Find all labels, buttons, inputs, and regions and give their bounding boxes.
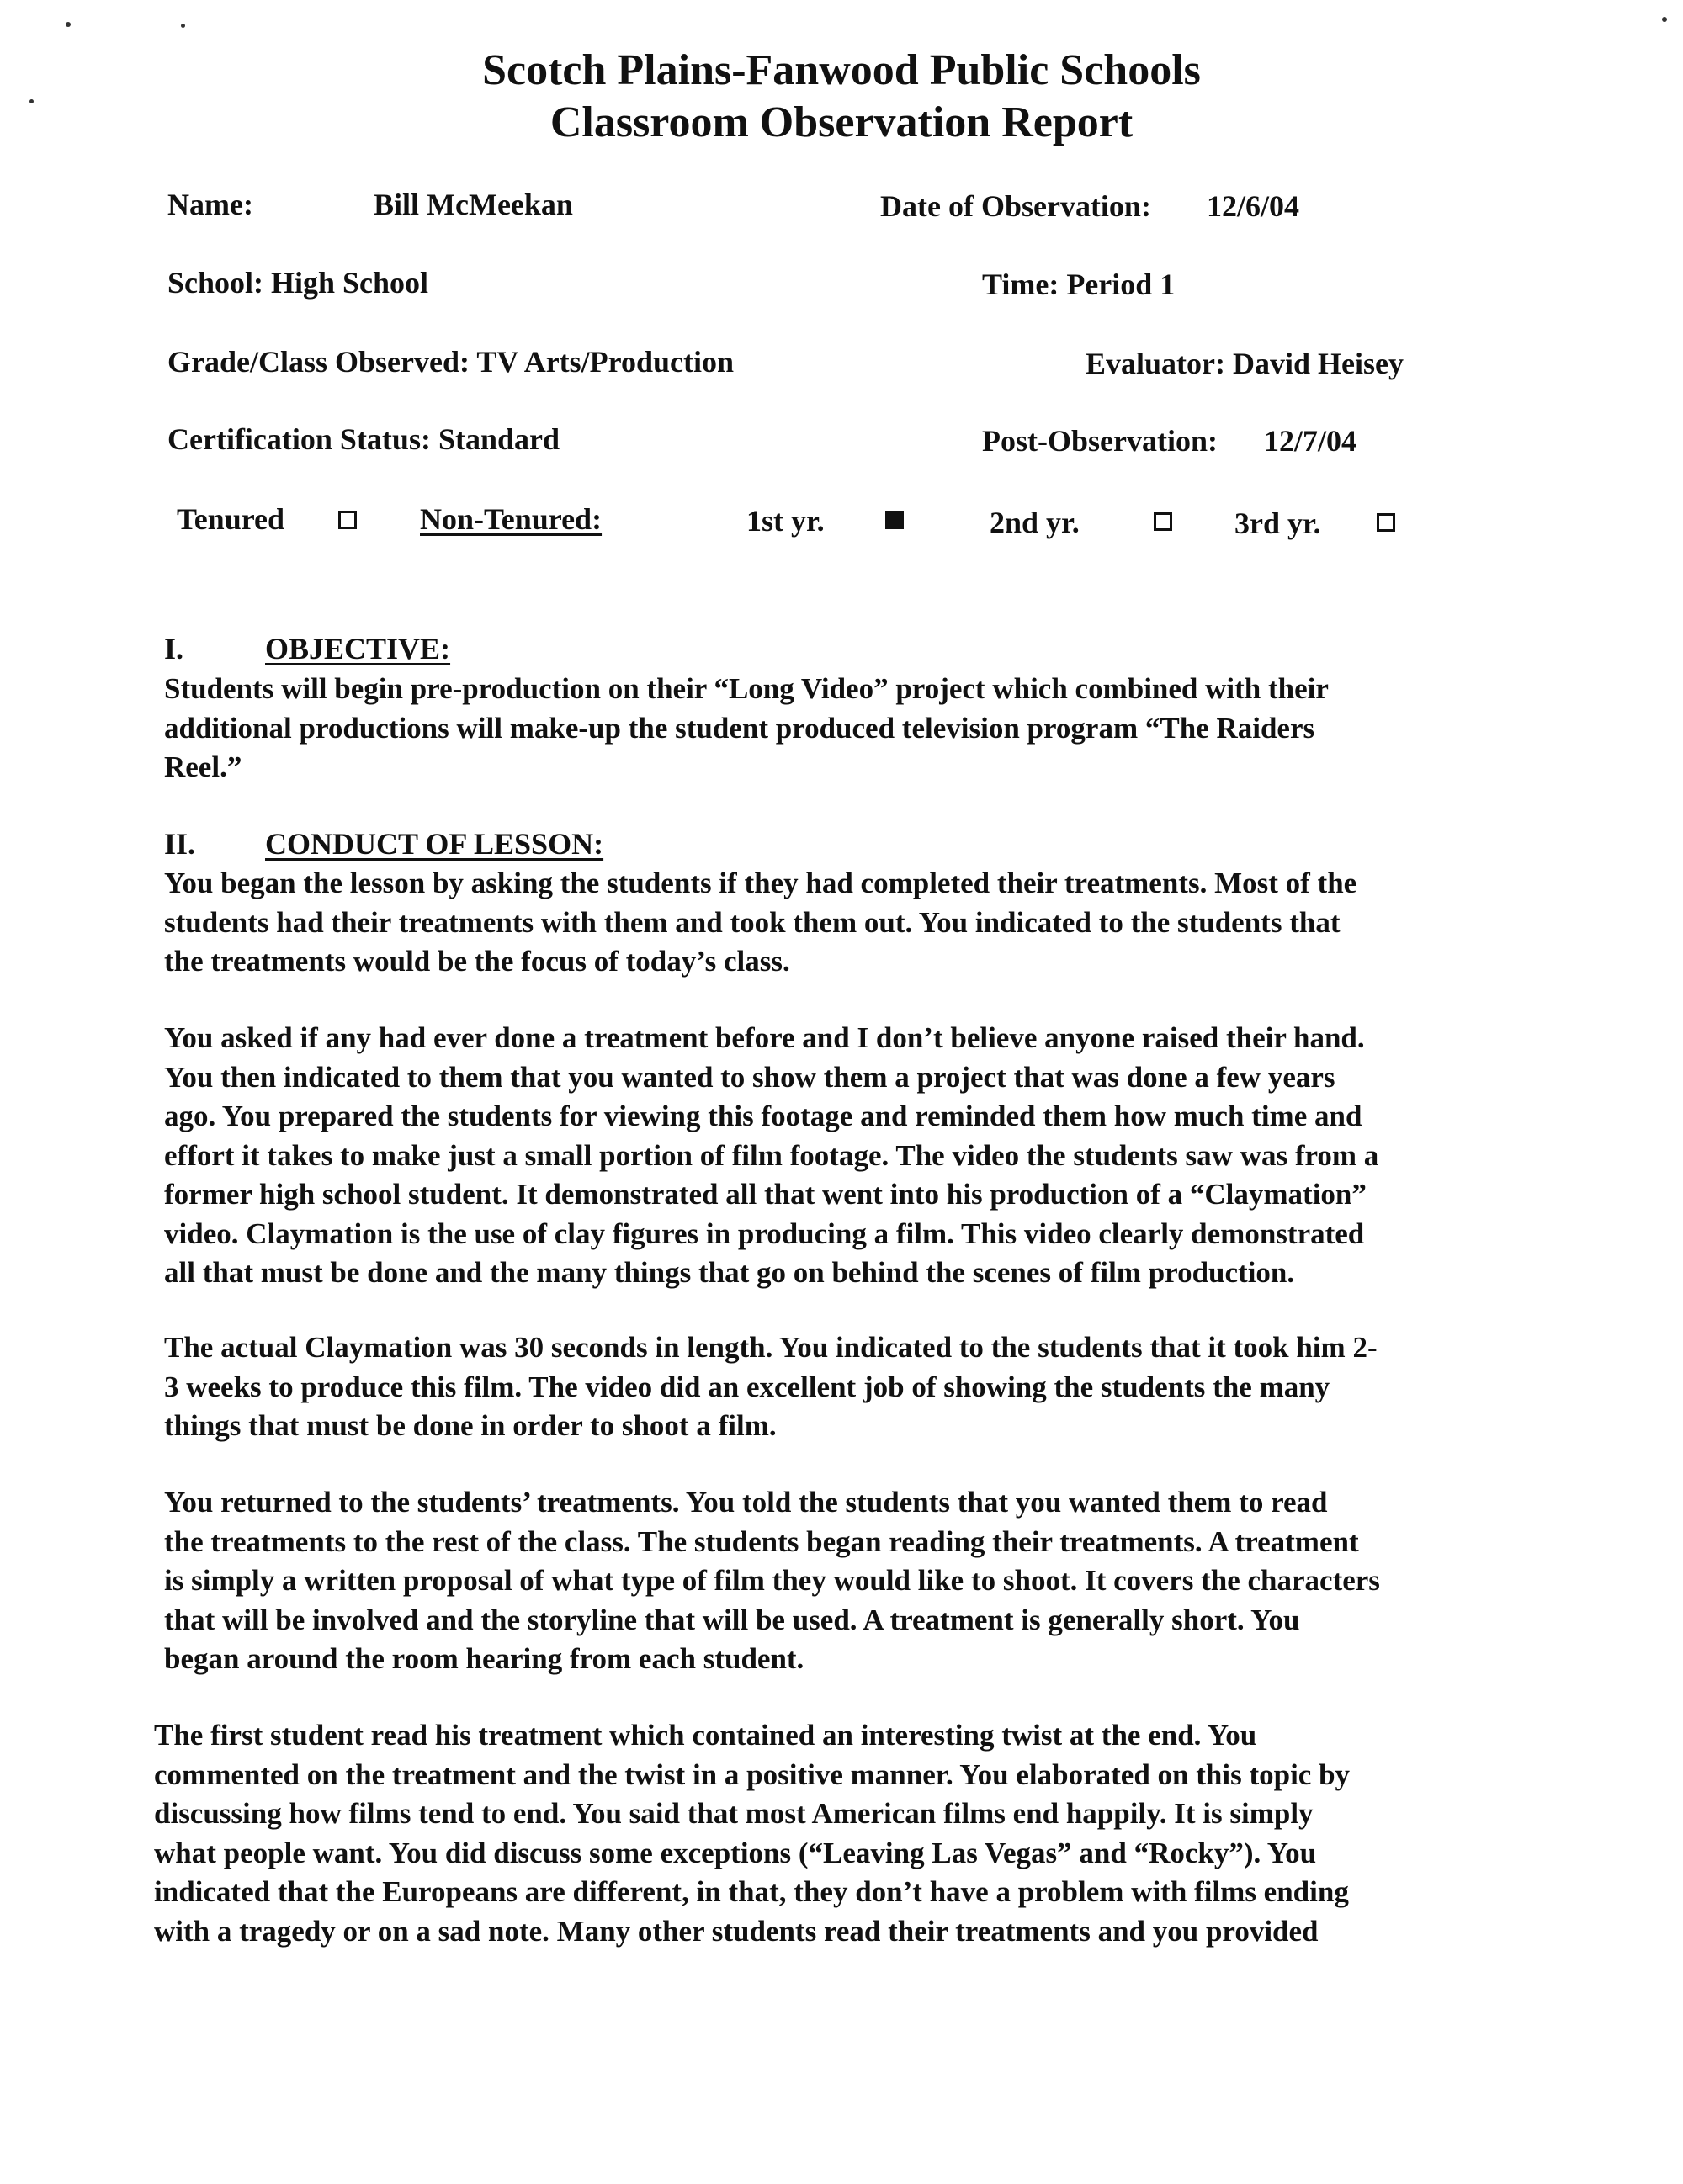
text-line: You then indicated to them that you wanted to show them a project that was done a few years	[164, 1060, 1335, 1094]
third-year-checkbox[interactable]	[1377, 513, 1395, 532]
section-heading-conduct: CONDUCT OF LESSON:	[265, 827, 604, 861]
second-year-label: 2nd yr.	[990, 506, 1080, 539]
second-year-checkbox[interactable]	[1154, 512, 1172, 531]
post-observation-value: 12/7/04	[1264, 424, 1357, 458]
school-field: School: High School	[167, 266, 429, 300]
report-title: Classroom Observation Report	[549, 98, 1134, 146]
text-line: indicated that the Europeans are different, in that, they don’t have a problem with films ending	[154, 1875, 1349, 1908]
text-line: began around the room hearing from each student.	[164, 1642, 804, 1675]
conduct-paragraph-3	[164, 1328, 1378, 1446]
date-label: Date of Observation:	[880, 189, 1151, 223]
third-year-label: 3rd yr.	[1234, 506, 1321, 540]
text-line: what people want. You did discuss some exceptions (“Leaving Las Vegas” and “Rocky”). You	[154, 1836, 1317, 1869]
text-line: things that must be done in order to shoot a film.	[164, 1409, 777, 1442]
district-title: Scotch Plains-Fanwood Public Schools	[482, 46, 1201, 94]
conduct-paragraph-4	[164, 1483, 1380, 1679]
certification-field: Certification Status: Standard	[167, 422, 560, 456]
text-line: effort it takes to make just a small portion of film footage. The video the students saw was from a	[164, 1138, 1379, 1172]
text-line: additional productions will make-up the student produced television program “The Raiders	[164, 711, 1315, 745]
scan-speck	[181, 24, 185, 28]
objective-paragraph	[164, 670, 1329, 787]
conduct-paragraph-2	[164, 1019, 1378, 1293]
text-line: You returned to the students’ treatments. You told the students that you wanted them to read	[164, 1486, 1328, 1519]
section-heading-objective: OBJECTIVE:	[265, 632, 451, 665]
post-observation-label: Post-Observation:	[982, 424, 1218, 458]
tenured-label: Tenured	[177, 502, 285, 536]
text-line: the treatments would be the focus of today’s class.	[164, 945, 790, 978]
name-label: Name:	[167, 188, 253, 221]
text-line: is simply a written proposal of what type of film they would like to shoot. It covers the characters	[164, 1564, 1380, 1597]
text-line: You asked if any had ever done a treatment before and I don’t believe anyone raised their hand.	[164, 1021, 1365, 1054]
grade-class-field: Grade/Class Observed: TV Arts/Production	[167, 345, 735, 379]
text-line: 3 weeks to produce this film. The video did an excellent job of showing the students the many	[164, 1370, 1330, 1403]
name-value: Bill McMeekan	[374, 188, 573, 221]
text-line: commented on the treatment and the twist in a positive manner. You elaborated on this topic by	[154, 1757, 1351, 1791]
text-line: You began the lesson by asking the students if they had completed their treatments. Most of the	[164, 867, 1357, 899]
section-number-conduct: II.	[164, 827, 196, 861]
section-number-objective: I.	[164, 632, 184, 665]
evaluator-field: Evaluator: David Heisey	[1086, 347, 1404, 380]
conduct-paragraph-1	[164, 864, 1356, 982]
text-line: The first student read his treatment which contained an interesting twist at the end. You	[154, 1719, 1257, 1752]
text-line: the treatments to the rest of the class. The students began reading their treatments. A treatment	[164, 1524, 1359, 1558]
date-value: 12/6/04	[1207, 189, 1300, 223]
text-line: all that must be done and the many things that go on behind the scenes of film production.	[164, 1256, 1295, 1289]
time-field: Time: Period 1	[982, 268, 1176, 301]
text-line: former high school student. It demonstrated all that went into his production of a “Claymation”	[164, 1178, 1367, 1211]
text-line: Reel.”	[164, 750, 242, 783]
text-line: that will be involved and the storyline that will be used. A treatment is generally short. You	[164, 1603, 1300, 1636]
first-year-label: 1st yr.	[746, 504, 825, 538]
scan-speck	[1662, 17, 1667, 22]
scan-speck	[66, 22, 71, 27]
text-line: Students will begin pre-production on their “Long Video” project which combined with their	[164, 672, 1329, 705]
tenured-checkbox[interactable]	[338, 511, 357, 529]
text-line: The actual Claymation was 30 seconds in length. You indicated to the students that it took him 2-	[164, 1331, 1378, 1364]
text-line: students had their treatments with them and took them out. You indicated to the students that	[164, 905, 1341, 939]
conduct-paragraph-5	[154, 1716, 1350, 1951]
text-line: with a tragedy or on a sad note. Many other students read their treatments and you provided	[154, 1914, 1319, 1948]
text-line: ago. You prepared the students for viewing this footage and reminded them how much time and	[164, 1100, 1362, 1132]
non-tenured-label: Non-Tenured:	[420, 502, 603, 536]
first-year-checkbox[interactable]	[885, 511, 904, 529]
text-line: discussing how films tend to end. You said that most American films end happily. It is simply	[154, 1797, 1314, 1830]
text-line: video. Claymation is the use of clay figures in producing a film. This video clearly demonstrated	[164, 1217, 1365, 1250]
